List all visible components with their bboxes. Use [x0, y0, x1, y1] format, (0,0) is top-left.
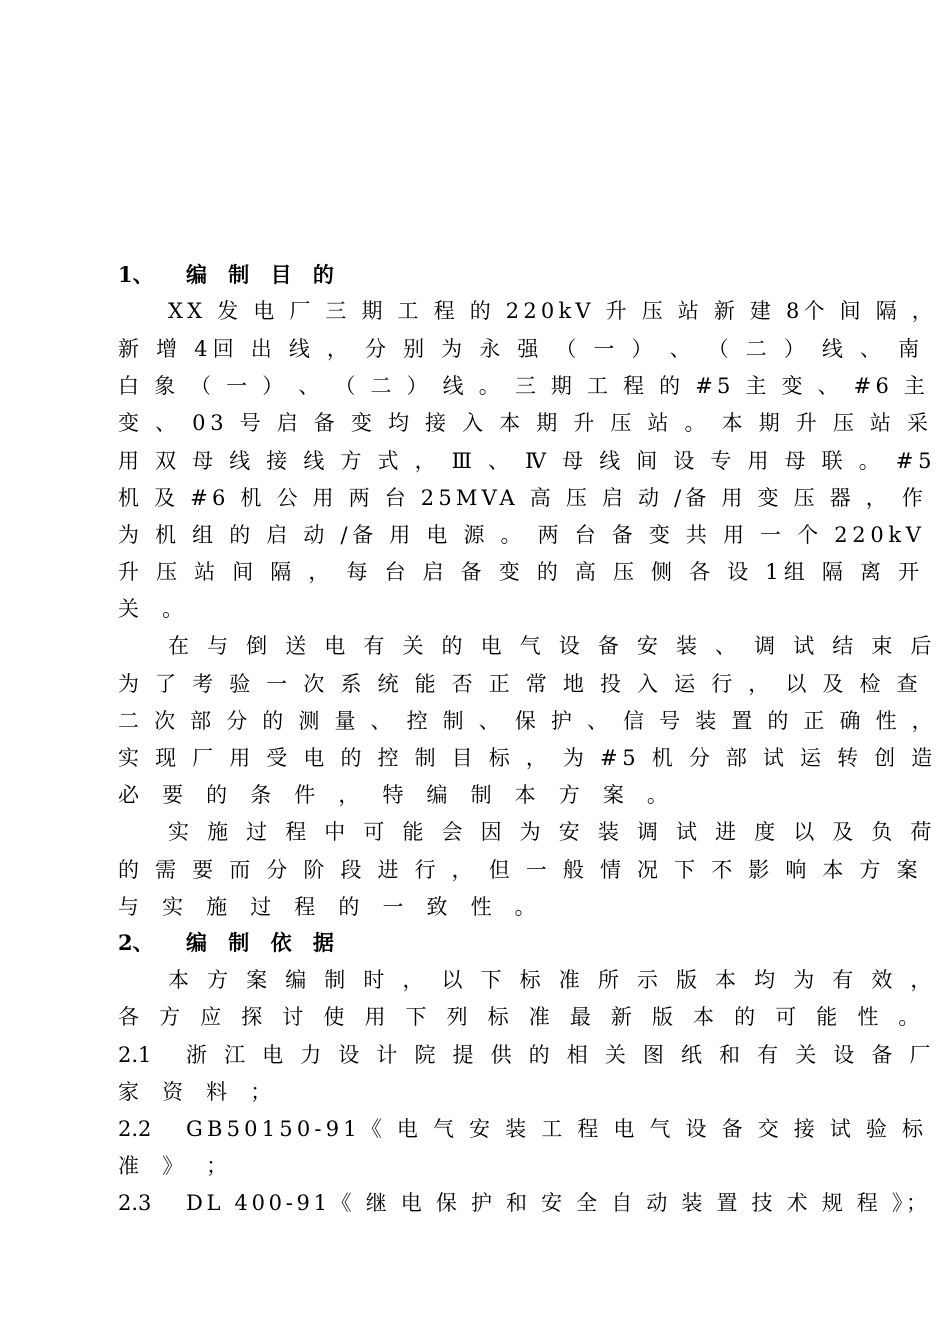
list-item	[118, 1115, 928, 1143]
paragraph-line: 实 施 过 程 中 可 能 会 因 为 安 装 调 试 进 度 以 及 负 荷	[168, 820, 938, 844]
paragraph-line: 实 现 厂 用 受 电 的 控 制 目 标 ， 为 #5 机 分 部 试 运 转 创 造	[118, 746, 937, 770]
list-item-number: 2.3	[118, 1191, 152, 1215]
paragraph-line: 的 需 要 而 分 阶 段 进 行 ， 但 一 般 情 况 下 不 影 响 本 方 案	[118, 858, 923, 882]
paragraph-line: XX 发 电 厂 三 期 工 程 的 220kV 升 压 站 新 建 8个 间 隔 ，	[168, 299, 937, 323]
section-1-title: 编 制 目 的	[186, 262, 341, 287]
section-2-title: 编 制 依 据	[186, 930, 341, 955]
list-item	[118, 1041, 936, 1069]
list-item	[118, 1189, 931, 1217]
paragraph-line: 必 要 的 条 件 ， 特 编 制 本 方 案 。	[118, 783, 677, 807]
paragraph-line: 各 方 应 探 讨 使 用 下 列 标 准 最 新 版 本 的 可 能 性 。	[118, 1005, 927, 1029]
section-1-heading	[118, 261, 848, 289]
paragraph-line: 本 方 案 编 制 时 ， 以 下 标 准 所 示 版 本 均 为 有 效 ，	[168, 968, 938, 992]
paragraph-line: 与 实 施 过 程 的 一 致 性 。	[118, 895, 544, 919]
list-item-number: 2.2	[118, 1117, 152, 1141]
paragraph-line: 变 、 03 号 启 备 变 均 接 入 本 期 升 压 站 。 本 期 升 压 站 采	[118, 411, 933, 435]
paragraph-line: 用 双 母 线 接 线 方 式 ， Ⅲ 、 Ⅳ 母 线 间 设 专 用 母 联 。 #5	[118, 449, 937, 473]
list-item-text: 浙 江 电 力 设 计 院 提 供 的 相 关 图 纸 和 有 关 设 备 厂	[186, 1043, 936, 1067]
list-item-continuation: 家 资 料 ；	[118, 1080, 280, 1104]
section-2-heading	[118, 929, 848, 957]
paragraph-line: 白 象 （ 一 ） 、 （ 二 ） 线 。 三 期 工 程 的 #5 主 变 、 #6 主	[118, 374, 930, 398]
paragraph-line: 在 与 倒 送 电 有 关 的 电 气 设 备 安 装 、 调 试 结 束 后	[168, 634, 938, 658]
list-item-number: 2.1	[118, 1043, 152, 1067]
paragraph-line: 新 增 4回 出 线 ， 分 别 为 永 强 （ 一 ） 、 （ 二 ） 线 、 南	[118, 337, 925, 361]
section-2-number: 2、	[118, 930, 154, 955]
paragraph-line: 机 及 #6 机 公 用 两 台 25MVA 高 压 启 动 /备 用 变 压 器 ， 作	[118, 486, 927, 510]
list-item-continuation: 准 》 ；	[118, 1154, 236, 1178]
paragraph-line: 关 。	[118, 597, 192, 621]
list-item-text: GB50150-91《 电 气 安 装 工 程 电 气 设 备 交 接 试 验 标	[186, 1117, 928, 1141]
list-item-text: DL 400-91《 继 电 保 护 和 安 全 自 动 装 置 技 术 规 程 》；	[186, 1191, 931, 1215]
paragraph-line: 二 次 部 分 的 测 量 、 控 制 、 保 护 、 信 号 装 置 的 正 确 性 ，	[118, 709, 937, 733]
paragraph-line: 为 机 组 的 启 动 /备 用 电 源 。 两 台 备 变 共 用 一 个 220kV	[118, 523, 926, 547]
paragraph-line: 升 压 站 间 隔 ， 每 台 启 备 变 的 高 压 侧 各 设 1组 隔 离 开	[118, 560, 925, 584]
paragraph-line: 为 了 考 验 一 次 系 统 能 否 正 常 地 投 入 运 行 ， 以 及 检 查	[118, 672, 923, 696]
section-1-number: 1、	[118, 262, 154, 287]
